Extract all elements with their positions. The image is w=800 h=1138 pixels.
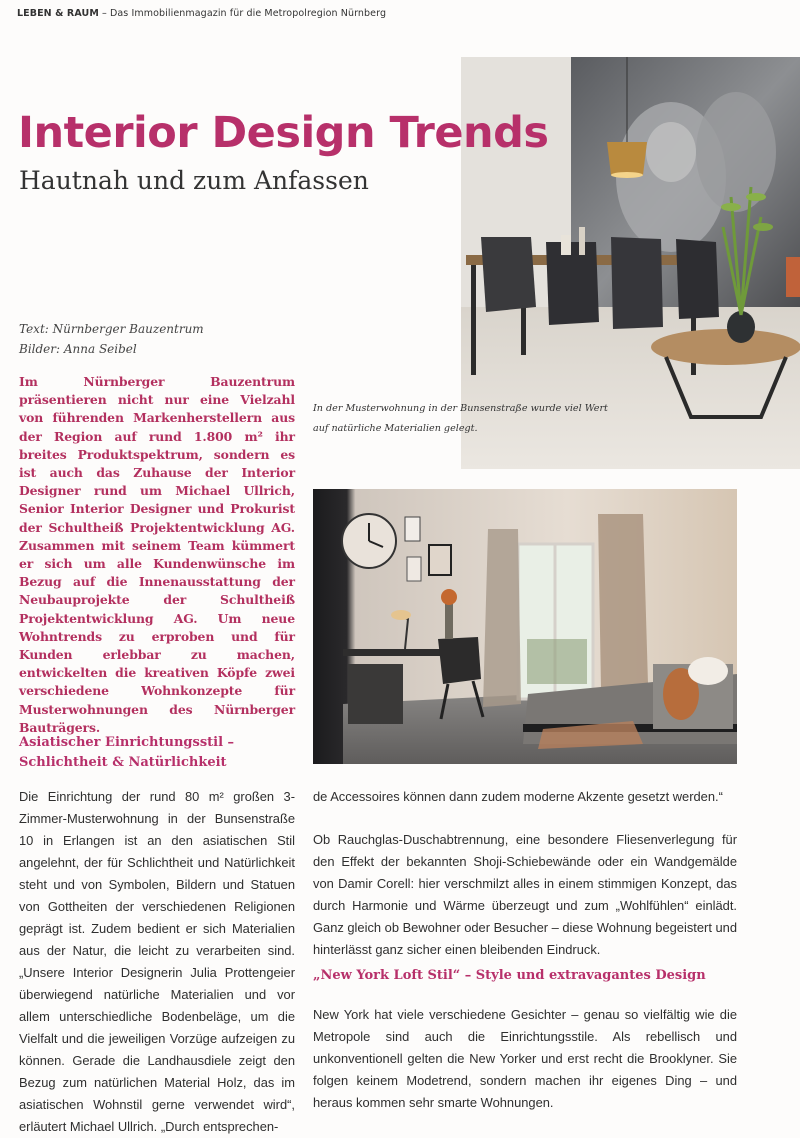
section1-paragraph1: Die Einrichtung der rund 80 m² großen 3-Zimmer-Musterwohnung in der Bunsenstraße 10 in Erlangen ist an den asiatischen Stil angelehnt, der für Schlichtheit und Natürlichkeit steht und von Symbolen, Bildern und Statuen von Gottheiten der verschiedenen Religionen geprägt ist. Zudem bedient er sich Materialien aus der Natur, die leicht zu verarbeiten sind. „Unsere Interior Designerin Julia Prottengeier überwiegend natürliche Materialien und vor allem unterschiedliche Bodenbeläge, um die Vielfalt und die jeweiligen Vorzüge aufzeigen zu können. Gerade die Landhausdiele zeigt den Bezug zum natürlichen Material Holz, das im asiatischen Wohnstil gerne verwendet wird“, erläutert Michael Ullrich. „Durch entsprechen- xyxy=(19,789,295,1134)
credits-images: Bilder: Anna Seibel xyxy=(19,342,137,356)
section1-paragraph1-continued: de Accessoires können dann zudem moderne Akzente gesetzt werden.“ xyxy=(313,789,723,804)
section2-heading-rest: – Style und extravagantes Design xyxy=(460,968,706,983)
credits xyxy=(19,319,204,359)
intro-paragraph: Im Nürnberger Bauzentrum präsentieren nicht nur eine Vielzahl von führenden Markenherstellern aus der Region auf rund 1.800 m² ihr breites Produktspektrum, sondern es ist auch das Zuhause der Interior Designer rund um Michael Ullrich, Senior Interior Designer und Prokurist der Schultheiß Projektentwicklung AG. Zusammen mit seinem Team kümmert er sich um alle Kundenwünsche im Bezug auf die Innenausstattung der Neubauprojekte der Schultheiß Projektentwicklung AG. Um neue Wohntrends zu erproben und für Kunden erlebbar zu machen, entwickelten die kreativen Köpfe zwei verschiedene Wohnkonzepte für Musterwohnungen des Nürnberger Bauträgers. xyxy=(19,374,295,735)
photo-caption: In der Musterwohnung in der Bunsenstraße wurde viel Wert auf natürliche Materialien gelegt. xyxy=(313,403,608,434)
section1-heading: Asiatischer Einrichtungsstil – Schlichtheit & Natürlichkeit xyxy=(19,735,235,770)
header-section: LEBEN & RAUM xyxy=(17,8,99,19)
section2-paragraph1: New York hat viele verschiedene Gesichter – genau so vielfältig wie die Metropole sind auch die Einrichtungsstile. Als rebellisch und unkonventionell gelten die New Yorker und erst recht die Brooklyner. Sie folgen keinem Modetrend, sondern machen ihr eigenes Ding – und heraus kommen sehr smarte Wohnungen. xyxy=(313,1007,737,1110)
running-header xyxy=(17,8,386,19)
article-title: Interior Design Trends xyxy=(18,108,549,158)
section2-heading-lead: „New York Loft Stil“ xyxy=(313,968,461,983)
article-subtitle: Hautnah und zum Anfassen xyxy=(19,166,369,195)
section1-paragraph2: Ob Rauchglas-Duschabtrennung, eine besondere Fliesenverlegung für den Effekt der bekannten Shoji-Schiebewände oder ein Wandgemälde von Damir Corell: hier verschmilzt alles in einem stimmigen Konzept, das durch Harmonie und Wärme überzeugt und zum „Wohlfühlen“ einlädt. Ganz gleich ob Bewohner oder Besucher – diese Wohnung begeistert und hinterlässt ganz sicher einen bleibenden Eindruck. xyxy=(313,832,737,957)
credits-text: Text: Nürnberger Bauzentrum xyxy=(19,322,204,336)
section2-heading xyxy=(313,966,737,986)
header-tagline: – Das Immobilienmagazin für die Metropolregion Nürnberg xyxy=(98,8,387,19)
living-room-photo xyxy=(313,489,737,764)
